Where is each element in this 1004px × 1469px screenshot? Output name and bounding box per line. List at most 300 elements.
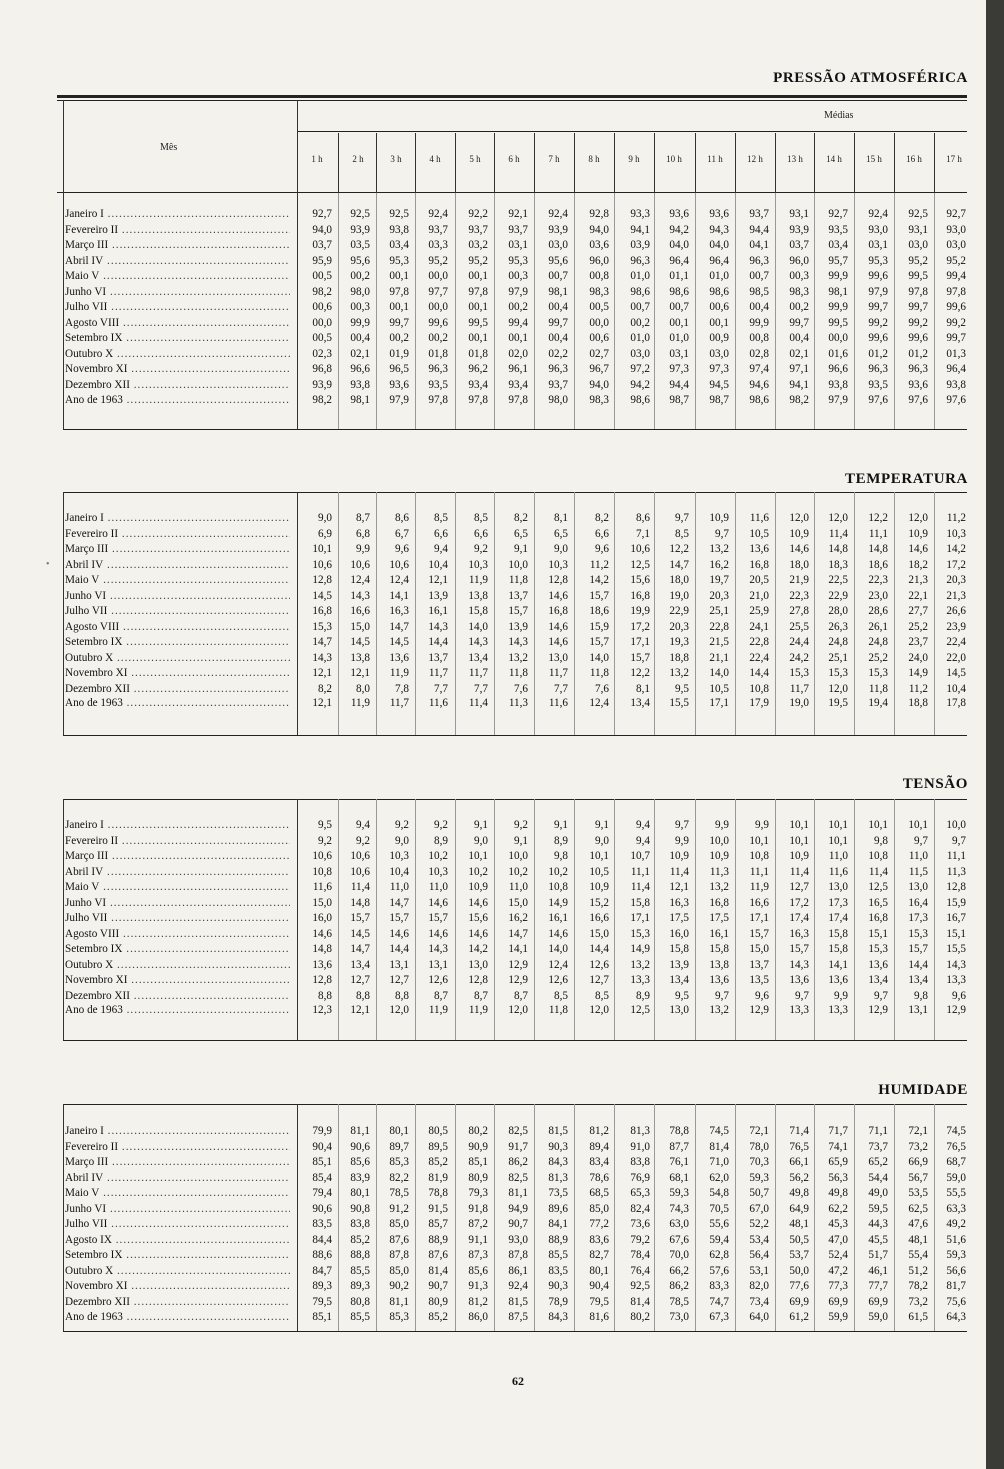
value-cell: 53,7 [789, 1249, 809, 1261]
month-row [65, 1295, 970, 1309]
value-cell: 78,8 [669, 1125, 689, 1137]
value-cell: 9,0 [395, 834, 409, 847]
value-cell: 66,9 [908, 1156, 928, 1168]
value-cell: 12,5 [630, 558, 650, 571]
value-cell: 92,4 [548, 208, 568, 220]
month-row [65, 1248, 970, 1262]
value-cell: 14,4 [589, 943, 609, 955]
value-cell: 74,5 [946, 1125, 966, 1137]
row-label: Setembro IX ..... [65, 942, 290, 956]
value-cell: 22,3 [868, 574, 888, 586]
value-cell: 59,9 [828, 1311, 848, 1323]
value-cell: 96,3 [908, 363, 928, 375]
value-cell: 03,4 [389, 239, 409, 251]
value-cell: 15,8 [828, 927, 848, 940]
value-cell: 13,2 [709, 1004, 729, 1016]
value-cell: 99,5 [828, 316, 848, 329]
value-cell: 97,8 [946, 285, 966, 298]
value-cell: 6,6 [474, 527, 488, 540]
value-cell: 86,2 [669, 1280, 689, 1292]
value-cell: 01,6 [828, 347, 848, 360]
value-cell: 88,6 [312, 1249, 332, 1261]
value-cell: 00,1 [468, 270, 488, 282]
value-cell: 6,7 [395, 527, 409, 540]
value-cell: 9,9 [675, 834, 689, 847]
value-cell: 83,3 [709, 1280, 729, 1292]
hour-column-rule [735, 133, 736, 193]
value-cell: 23,9 [946, 620, 966, 633]
hour-header: 15 h [866, 154, 882, 164]
value-cell: 87,3 [468, 1249, 488, 1261]
value-cell: 9,1 [554, 819, 568, 831]
value-cell: 15,8 [468, 605, 488, 617]
row-label: Outubro X ..... [65, 347, 290, 361]
row-label: Julho VII ..... [65, 1217, 290, 1231]
value-cell: 12,6 [548, 974, 568, 986]
value-cell: 11,0 [389, 881, 409, 893]
value-cell: 93,8 [350, 378, 370, 391]
value-cell: 68,5 [589, 1187, 609, 1199]
value-cell: 12,0 [828, 682, 848, 695]
value-cell: 13,6 [389, 651, 409, 664]
value-cell: 01,8 [428, 347, 448, 360]
value-cell: 90,3 [548, 1280, 568, 1292]
value-cell: 14,3 [789, 958, 809, 971]
value-cell: 11,5 [908, 865, 928, 878]
value-cell: 92,5 [389, 208, 409, 220]
value-cell: 00,2 [350, 270, 370, 282]
value-cell: 10,1 [312, 543, 332, 555]
value-cell: 98,1 [828, 285, 848, 298]
value-cell: 00,1 [389, 270, 409, 282]
value-cell: 93,6 [669, 208, 689, 220]
page-number: 62 [512, 1374, 524, 1388]
value-cell: 10,1 [589, 850, 609, 862]
value-cell: 90,7 [428, 1280, 448, 1292]
value-cell: 00,0 [589, 316, 609, 329]
value-cell: 04,0 [709, 239, 729, 251]
row-label: Janeiro I ..... [65, 1124, 290, 1138]
value-cell: 70,3 [749, 1156, 769, 1168]
value-cell: 14,3 [428, 620, 448, 633]
value-cell: 62,2 [828, 1202, 848, 1215]
value-cell: 99,2 [908, 316, 928, 329]
value-cell: 73,7 [868, 1140, 888, 1153]
value-cell: 10,5 [589, 865, 609, 878]
value-cell: 10,4 [428, 558, 448, 571]
value-cell: 85,2 [428, 1311, 448, 1323]
value-cell: 15,9 [589, 620, 609, 633]
value-cell: 10,0 [709, 834, 729, 847]
value-cell: 15,6 [468, 912, 488, 924]
value-cell: 00,3 [350, 301, 370, 313]
value-cell: 02,2 [548, 347, 568, 360]
value-cell: 14,6 [468, 927, 488, 940]
value-cell: 10,2 [548, 865, 568, 878]
value-cell: 97,8 [468, 285, 488, 298]
row-label: Maio V ..... [65, 573, 290, 587]
value-cell: 11,0 [828, 850, 848, 862]
value-cell: 12,5 [868, 881, 888, 893]
value-cell: 13,0 [828, 881, 848, 893]
value-cell: 00,2 [389, 332, 409, 344]
value-cell: 98,7 [709, 394, 729, 406]
value-cell: 00,3 [789, 270, 809, 282]
value-cell: 85,4 [312, 1171, 332, 1184]
value-cell: 13,6 [709, 974, 729, 986]
value-cell: 81,7 [946, 1280, 966, 1292]
value-cell: 98,6 [749, 394, 769, 406]
value-cell: 77,3 [828, 1280, 848, 1292]
value-cell: 17,3 [828, 896, 848, 909]
value-cell: 11,8 [508, 667, 528, 679]
value-cell: 84,1 [548, 1218, 568, 1230]
value-cell: 10,5 [749, 527, 769, 540]
value-cell: 10,0 [508, 850, 528, 862]
value-cell: 10,6 [350, 850, 370, 862]
value-cell: 03,0 [709, 347, 729, 360]
value-cell: 82,7 [589, 1249, 609, 1261]
value-cell: 16,1 [548, 912, 568, 924]
value-cell: 85,2 [350, 1233, 370, 1246]
value-cell: 9,5 [318, 819, 332, 831]
value-cell: 66,1 [789, 1156, 809, 1168]
value-cell: 14,6 [789, 543, 809, 555]
value-cell: 11,7 [428, 667, 448, 679]
value-cell: 00,0 [312, 316, 332, 329]
value-cell: 22,8 [749, 636, 769, 648]
row-label: Dezembro XII ..... [65, 989, 290, 1003]
section-title: PRESSÃO ATMOSFÉRICA [773, 70, 968, 86]
value-cell: 85,3 [389, 1156, 409, 1168]
value-cell: 15,1 [868, 927, 888, 940]
value-cell: 00,2 [630, 316, 650, 329]
header-top-rule-thin [57, 100, 967, 101]
value-cell: 11,4 [468, 697, 488, 709]
value-cell: 85,5 [548, 1249, 568, 1261]
value-cell: 14,1 [508, 943, 528, 955]
value-cell: 24,1 [749, 620, 769, 633]
value-cell: 80,2 [630, 1311, 650, 1323]
value-cell: 13,6 [749, 543, 769, 555]
value-cell: 8,8 [395, 989, 409, 1002]
hour-column-rule [654, 133, 655, 193]
value-cell: 12,1 [350, 1004, 370, 1016]
value-cell: 80,1 [350, 1187, 370, 1199]
value-cell: 25,1 [709, 605, 729, 617]
value-cell: 93,9 [548, 223, 568, 236]
value-cell: 98,7 [669, 394, 689, 406]
value-cell: 13,9 [508, 620, 528, 633]
value-cell: 90,3 [548, 1140, 568, 1153]
value-cell: 9,6 [755, 989, 769, 1002]
value-cell: 99,7 [868, 301, 888, 313]
value-cell: 9,2 [434, 819, 448, 831]
value-cell: 12,1 [312, 697, 332, 709]
value-cell: 96,2 [468, 363, 488, 375]
value-cell: 85,6 [468, 1264, 488, 1277]
value-cell: 9,7 [675, 512, 689, 524]
hour-header: 11 h [707, 154, 723, 164]
value-cell: 78,9 [548, 1295, 568, 1308]
value-cell: 11,8 [508, 574, 528, 586]
value-cell: 73,4 [749, 1295, 769, 1308]
value-cell: 14,2 [589, 574, 609, 586]
value-cell: 93,5 [428, 378, 448, 391]
value-cell: 11,8 [589, 667, 609, 679]
month-row [65, 927, 970, 941]
value-cell: 03,5 [350, 239, 370, 251]
value-cell: 12,4 [389, 574, 409, 586]
value-cell: 15,5 [946, 943, 966, 955]
month-row [65, 223, 970, 237]
month-row [65, 896, 970, 910]
value-cell: 67,3 [709, 1311, 729, 1323]
value-cell: 20,5 [749, 574, 769, 586]
month-row [65, 207, 970, 221]
value-cell: 99,6 [428, 316, 448, 329]
value-cell: 13,0 [669, 1004, 689, 1016]
value-cell: 90,6 [312, 1202, 332, 1215]
value-cell: 99,7 [389, 316, 409, 329]
value-cell: 12,9 [868, 1004, 888, 1016]
value-cell: 14,3 [946, 958, 966, 971]
value-cell: 72,1 [908, 1125, 928, 1137]
value-cell: 87,6 [389, 1233, 409, 1246]
row-label: Setembro IX ..... [65, 1248, 290, 1262]
value-cell: 13,7 [508, 589, 528, 602]
value-cell: 13,6 [312, 958, 332, 971]
month-row [65, 1279, 970, 1293]
value-cell: 01,0 [669, 332, 689, 344]
row-label: Abril IV ..... [65, 254, 290, 268]
value-cell: 10,1 [828, 819, 848, 831]
value-cell: 10,0 [946, 819, 966, 831]
value-cell: 01,1 [669, 270, 689, 282]
value-cell: 9,5 [675, 989, 689, 1002]
value-cell: 59,0 [868, 1311, 888, 1323]
value-cell: 17,8 [946, 697, 966, 709]
value-cell: 93,7 [548, 378, 568, 391]
value-cell: 03,7 [789, 239, 809, 251]
hour-header: 4 h [429, 154, 441, 164]
value-cell: 63,0 [669, 1218, 689, 1230]
month-row [65, 378, 970, 392]
value-cell: 01,2 [868, 347, 888, 360]
value-cell: 22,9 [669, 605, 689, 617]
value-cell: 13,4 [630, 697, 650, 709]
year-mean-row [65, 696, 970, 710]
value-cell: 7,7 [554, 682, 568, 695]
value-cell: 00,1 [669, 316, 689, 329]
value-cell: 11,2 [946, 512, 966, 524]
month-row [65, 604, 970, 618]
value-cell: 8,7 [514, 989, 528, 1002]
value-cell: 9,4 [356, 819, 370, 831]
value-cell: 74,1 [828, 1140, 848, 1153]
month-row [65, 316, 970, 330]
margin-mark: • [46, 559, 50, 570]
month-row [65, 651, 970, 665]
value-cell: 14,8 [868, 543, 888, 555]
value-cell: 81,9 [428, 1171, 448, 1184]
hour-column-rule [894, 133, 895, 193]
value-cell: 9,1 [514, 543, 528, 555]
value-cell: 88,9 [548, 1233, 568, 1246]
value-cell: 14,3 [350, 589, 370, 602]
value-cell: 10,1 [789, 819, 809, 831]
value-cell: 12,8 [468, 974, 488, 986]
value-cell: 9,2 [318, 834, 332, 847]
value-cell: 14,6 [312, 927, 332, 940]
value-cell: 47,0 [828, 1233, 848, 1246]
value-cell: 62,8 [709, 1249, 729, 1261]
value-cell: 78,0 [749, 1140, 769, 1153]
value-cell: 48,1 [789, 1218, 809, 1230]
row-label: Março III ..... [65, 238, 290, 252]
value-cell: 12,3 [312, 1004, 332, 1016]
value-cell: 04,1 [749, 239, 769, 251]
section-bottom-rule [63, 1331, 967, 1332]
value-cell: 11,1 [630, 865, 650, 878]
value-cell: 10,1 [868, 819, 888, 831]
value-cell: 97,6 [946, 394, 966, 406]
value-cell: 13,9 [669, 958, 689, 971]
value-cell: 88,9 [428, 1233, 448, 1246]
value-cell: 96,5 [389, 363, 409, 375]
month-row [65, 1233, 970, 1247]
value-cell: 12,4 [548, 958, 568, 971]
value-cell: 15,9 [946, 896, 966, 909]
left-rule [63, 100, 64, 430]
value-cell: 18,8 [908, 697, 928, 709]
value-cell: 01,8 [468, 347, 488, 360]
value-cell: 14,2 [468, 943, 488, 955]
value-cell: 12,0 [789, 512, 809, 524]
value-cell: 14,0 [548, 943, 568, 955]
value-cell: 12,9 [508, 974, 528, 986]
value-cell: 11,7 [389, 697, 409, 709]
value-cell: 80,8 [350, 1295, 370, 1308]
value-cell: 95,3 [389, 254, 409, 267]
value-cell: 96,3 [749, 254, 769, 267]
value-cell: 71,7 [828, 1125, 848, 1137]
value-cell: 74,5 [709, 1125, 729, 1137]
value-cell: 8,9 [434, 834, 448, 847]
month-column-rule [297, 100, 298, 193]
month-row [65, 269, 970, 283]
value-cell: 99,6 [908, 332, 928, 344]
value-cell: 82,2 [389, 1171, 409, 1184]
value-cell: 17,3 [908, 912, 928, 924]
value-cell: 98,2 [789, 394, 809, 406]
value-cell: 00,4 [749, 301, 769, 313]
value-cell: 9,2 [356, 834, 370, 847]
value-cell: 55,4 [908, 1249, 928, 1261]
hour-column-rule [934, 133, 935, 193]
value-cell: 6,9 [318, 527, 332, 540]
value-cell: 97,9 [389, 394, 409, 406]
value-cell: 19,4 [868, 697, 888, 709]
value-cell: 8,7 [474, 989, 488, 1002]
month-row [65, 573, 970, 587]
section-bottom-rule [63, 1040, 967, 1041]
row-label: Junho VI ..... [65, 1202, 290, 1216]
value-cell: 81,1 [350, 1125, 370, 1137]
value-cell: 22,4 [946, 636, 966, 648]
hour-header: 2 h [352, 154, 364, 164]
value-cell: 13,3 [630, 974, 650, 986]
value-cell: 9,1 [595, 819, 609, 831]
row-label: Julho VII ..... [65, 300, 290, 314]
section-left-rule [63, 492, 64, 735]
value-cell: 11,6 [828, 865, 848, 878]
month-row [65, 511, 970, 525]
value-cell: 9,2 [395, 819, 409, 831]
header-top-rule [57, 95, 967, 98]
month-row [65, 1202, 970, 1216]
value-cell: 85,1 [312, 1156, 332, 1168]
value-cell: 84,7 [312, 1264, 332, 1277]
value-cell: 00,5 [589, 301, 609, 313]
row-label: Março III ..... [65, 1155, 290, 1169]
value-cell: 01,0 [630, 270, 650, 282]
value-cell: 94,9 [508, 1202, 528, 1215]
value-cell: 95,2 [428, 254, 448, 267]
value-cell: 25,9 [749, 605, 769, 617]
value-cell: 94,1 [630, 223, 650, 236]
value-cell: 25,1 [828, 651, 848, 664]
value-cell: 22,3 [789, 589, 809, 602]
value-cell: 00,8 [749, 332, 769, 344]
value-cell: 94,0 [589, 223, 609, 236]
value-cell: 99,7 [908, 301, 928, 313]
value-cell: 19,0 [669, 589, 689, 602]
value-cell: 99,7 [789, 316, 809, 329]
value-cell: 76,5 [946, 1140, 966, 1153]
month-row [65, 238, 970, 252]
value-cell: 93,6 [709, 208, 729, 220]
value-cell: 11,1 [946, 850, 966, 862]
value-cell: 21,0 [749, 589, 769, 602]
value-cell: 63,3 [946, 1202, 966, 1215]
hour-header: 16 h [906, 154, 922, 164]
value-cell: 11,9 [350, 697, 370, 709]
value-cell: 11,0 [428, 881, 448, 893]
value-cell: 00,7 [548, 270, 568, 282]
value-cell: 17,4 [828, 912, 848, 924]
value-cell: 00,4 [789, 332, 809, 344]
value-cell: 91,0 [630, 1140, 650, 1153]
value-cell: 15,3 [789, 667, 809, 679]
value-cell: 11,7 [548, 667, 568, 679]
value-cell: 96,3 [428, 363, 448, 375]
value-cell: 12,5 [630, 1004, 650, 1016]
value-cell: 26,3 [828, 620, 848, 633]
value-cell: 71,4 [789, 1125, 809, 1137]
value-cell: 87,7 [669, 1140, 689, 1153]
row-label: Abril IV ..... [65, 1171, 290, 1185]
value-cell: 14,9 [630, 943, 650, 955]
hour-header: 17 h [946, 154, 962, 164]
row-label: Agosto VIII ..... [65, 620, 290, 634]
row-label: Ano de 1963 ..... [65, 1003, 290, 1017]
value-cell: 99,9 [828, 301, 848, 313]
value-cell: 57,6 [709, 1264, 729, 1277]
value-cell: 18,6 [868, 558, 888, 571]
value-cell: 14,6 [389, 927, 409, 940]
value-cell: 99,6 [868, 270, 888, 282]
